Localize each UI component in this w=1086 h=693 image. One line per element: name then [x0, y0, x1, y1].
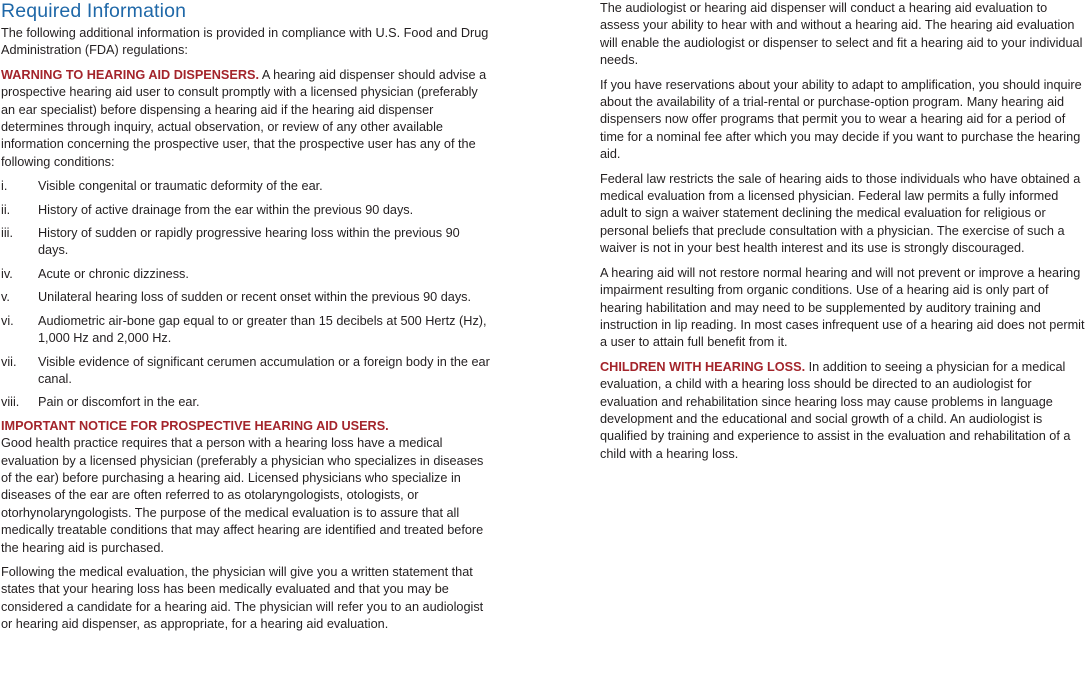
- notice-heading: IMPORTANT NOTICE FOR PROSPECTIVE HEARING AID USERS.: [1, 418, 389, 433]
- page-title: Required Information: [1, 0, 187, 22]
- notice-text: Good health practice requires that a person with a hearing loss have a medical evaluation by a licensed physician (preferably a physician who specializes in diseases of the ear) before purchasing a hearing aid. Licensed physicians who specialize in diseases of the ear are often referred to as otolaryngologists, otologists, or otorhynolaryngologists. The purpose of the medical evaluation is to assure that all medically treatable conditions that may affect hearing are identified and treated before the hearing aid is purchased.: [1, 436, 484, 555]
- condition-text: Visible congenital or traumatic deformity of the ear.: [38, 179, 323, 194]
- conditions-list: [1, 178, 491, 411]
- condition-text: History of active drainage from the ear within the previous 90 days.: [38, 202, 414, 217]
- condition-number: viii.: [1, 395, 20, 410]
- condition-text: Unilateral hearing loss of sudden or recent onset within the previous 90 days.: [38, 290, 472, 305]
- condition-item: [1, 394, 491, 411]
- limitations-paragraph: A hearing aid will not restore normal hearing and will not prevent or improve a hearing impairment resulting from organic conditions. Use of a hearing aid is only part of hearing habilitation and may need to be supplemented by auditory training and instruction in lip reading. In most cases infrequent use of a hearing aid does not permit a user to attain full benefit from it.: [600, 265, 1085, 350]
- condition-item: [1, 266, 491, 283]
- condition-number: i.: [1, 179, 8, 194]
- condition-item: [1, 354, 491, 389]
- warning-text: A hearing aid dispenser should advise a prospective hearing aid user to consult promptly with a licensed physician (preferably an ear specialist) before dispensing a hearing aid if the hearing aid dispenser determines through inquiry, actual observation, or review of any other available information concerning the prospective user, that the prospective user has any of the following conditions:: [1, 67, 487, 169]
- notice-paragraph: [1, 418, 491, 557]
- intro-paragraph: The following additional information is provided in compliance with U.S. Food and Drug Administration (FDA) regulations:: [1, 26, 489, 58]
- condition-text: Audiometric air-bone gap equal to or greater than 15 decibels at 500 Hertz (Hz), 1,000 Hz and 2,000 Hz.: [38, 313, 487, 346]
- condition-text: Acute or chronic dizziness.: [38, 266, 189, 281]
- condition-text: Visible evidence of significant cerumen accumulation or a foreign body in the ear canal.: [38, 354, 490, 386]
- children-heading: CHILDREN WITH HEARING LOSS.: [600, 359, 806, 374]
- condition-item: [1, 202, 491, 219]
- condition-text: History of sudden or rapidly progressive hearing loss within the previous 90 days.: [38, 226, 460, 258]
- condition-number: v.: [1, 290, 10, 305]
- condition-item: [1, 178, 491, 195]
- condition-item: [1, 313, 491, 348]
- evaluation-paragraph: The audiologist or hearing aid dispenser will conduct a hearing aid evaluation to assess your ability to hear with and without a hearing aid. The hearing aid evaluation will enable the audiologist or dispenser to select and fit a hearing aid to your individual needs.: [600, 1, 1083, 68]
- condition-number: vii.: [1, 354, 17, 369]
- condition-text: Pain or discomfort in the ear.: [38, 395, 200, 410]
- condition-number: ii.: [1, 202, 11, 217]
- condition-number: iv.: [1, 266, 13, 281]
- warning-paragraph: [1, 67, 491, 171]
- warning-heading: WARNING TO HEARING AID DISPENSERS.: [1, 67, 260, 82]
- trial-rental-paragraph: If you have reservations about your ability to adapt to amplification, you should inquire about the availability of a trial-rental or purchase-option program. Many hearing aid dispensers now offer programs that permit you to wear a hearing aid for a period of time for a nominal fee after which you may decide if you want to purchase the hearing aid.: [600, 77, 1082, 162]
- right-column: [600, 0, 1086, 470]
- left-column: [1, 0, 491, 641]
- children-text: In addition to seeing a physician for a medical evaluation, a child with a hearing loss should be directed to an audiologist for evaluation and rehabilitation since hearing loss may cause problems in language development and the educational and social growth of a child. An audiologist is qualified by training and experience to assist in the evaluation and rehabilitation of a child with a hearing loss.: [600, 359, 1071, 461]
- condition-item: [1, 225, 491, 260]
- following-paragraph: Following the medical evaluation, the physician will give you a written statement that states that your hearing loss has been medically evaluated and that you may be considered a candidate for a hearing aid. The physician will refer you to an audiologist or hearing aid dispenser, as appropriate, for a hearing aid evaluation.: [1, 564, 484, 632]
- condition-item: [1, 289, 491, 306]
- condition-number: vi.: [1, 313, 14, 328]
- federal-law-paragraph: Federal law restricts the sale of hearing aids to those individuals who have obtained a medical evaluation from a licensed physician. Federal law permits a fully informed adult to sign a waiver statement declining the medical evaluation for religious or personal beliefs that preclude consultation with a physician. The exercise of such a waiver is not in your best health interest and its use is strongly discouraged.: [600, 171, 1081, 256]
- children-paragraph: [600, 359, 1086, 463]
- condition-number: iii.: [1, 226, 13, 241]
